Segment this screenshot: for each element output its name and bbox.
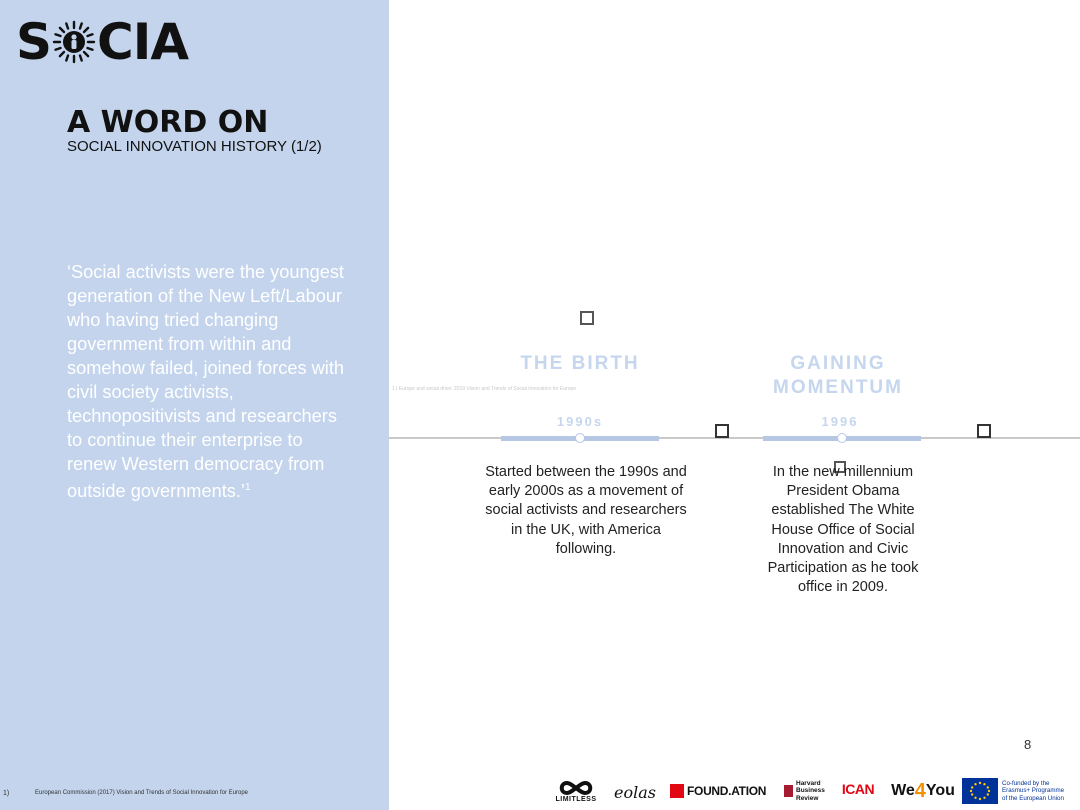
eu-text-2: Erasmus+ Programme xyxy=(1002,787,1065,795)
hbr-text-1: Harvard xyxy=(796,779,821,787)
quote-text: ‘Social activists were the youngest generation of the New Left/Labour who having tried changing government from within and somehow failed, joined forces with civil society activists, technopositivists and researchers to continue their enterprise to renew Western democracy from outside governments.’ xyxy=(67,262,344,502)
foundation-mark-icon xyxy=(670,784,684,798)
hbr-text-3: Review xyxy=(796,794,819,802)
stage-description-birth: Started between the 1990s and early 2000s as a movement of social activists and researchers in the UK, with America following. xyxy=(485,464,687,557)
hbr-shield-icon xyxy=(784,785,793,797)
stage-title-birth: THE BIRTH xyxy=(520,353,640,374)
we4you-text-1: We xyxy=(891,782,915,799)
timeline-dot-momentum xyxy=(837,433,847,443)
logo-text-left: S xyxy=(16,13,52,71)
eu-flag-icon xyxy=(962,778,998,804)
ican-logo xyxy=(838,778,878,800)
logo-text-right: CIA xyxy=(97,13,189,71)
page-number: 8 xyxy=(1024,737,1032,752)
eolas-logo xyxy=(612,778,658,806)
we4you-text-3: You xyxy=(925,782,955,799)
we4you-text-2: 4 xyxy=(914,779,926,802)
footnote-number: 1) xyxy=(3,790,10,797)
eu-logo xyxy=(962,776,1076,806)
hbr-logo xyxy=(784,776,832,806)
eolas-text: eolas xyxy=(614,782,656,802)
quote-footnote-mark: 1 xyxy=(244,482,251,493)
placeholder-box-icon xyxy=(580,311,594,325)
placeholder-box-icon xyxy=(715,424,729,438)
stage-description-momentum: In the new millennium President Obama established The White House Office of Social Innovation and Civic Participation as he took office in 2009. xyxy=(767,464,919,596)
foundation-logo xyxy=(670,782,772,800)
limitless-logo xyxy=(553,776,599,806)
eu-text-3: of the European Union xyxy=(1002,794,1064,802)
infinity-icon xyxy=(557,780,595,796)
we4you-logo xyxy=(888,779,958,803)
sun-person-icon xyxy=(52,20,96,64)
placeholder-box-icon xyxy=(977,424,991,438)
hbr-text-2: Business xyxy=(796,787,825,795)
eu-text-1: Co-funded by the xyxy=(1002,779,1050,787)
ghost-caption: 1 | Europe and social drive: 2019 Vision and Trends of Social Innovation for Europe xyxy=(392,386,577,392)
ican-text: ICAN xyxy=(841,781,875,797)
footnote-text: European Commission (2017) Vision and Trends of Social Innovation for Europe xyxy=(35,790,249,796)
stage-year-momentum: 1996 xyxy=(821,414,859,429)
section-subtitle: SOCIAL INNOVATION HISTORY (1/2) xyxy=(67,138,322,155)
socia-logo xyxy=(16,14,188,70)
stage-year-birth: 1990s xyxy=(556,414,604,429)
foundation-text: FOUND.ATION xyxy=(687,784,767,798)
stage-title-momentum: GAINING MOMENTUM xyxy=(773,353,903,398)
quote-block xyxy=(67,260,357,503)
timeline-dot-birth xyxy=(575,433,585,443)
limitless-text: LIMITLESS xyxy=(555,795,597,803)
section-title: A WORD ON xyxy=(67,105,269,140)
